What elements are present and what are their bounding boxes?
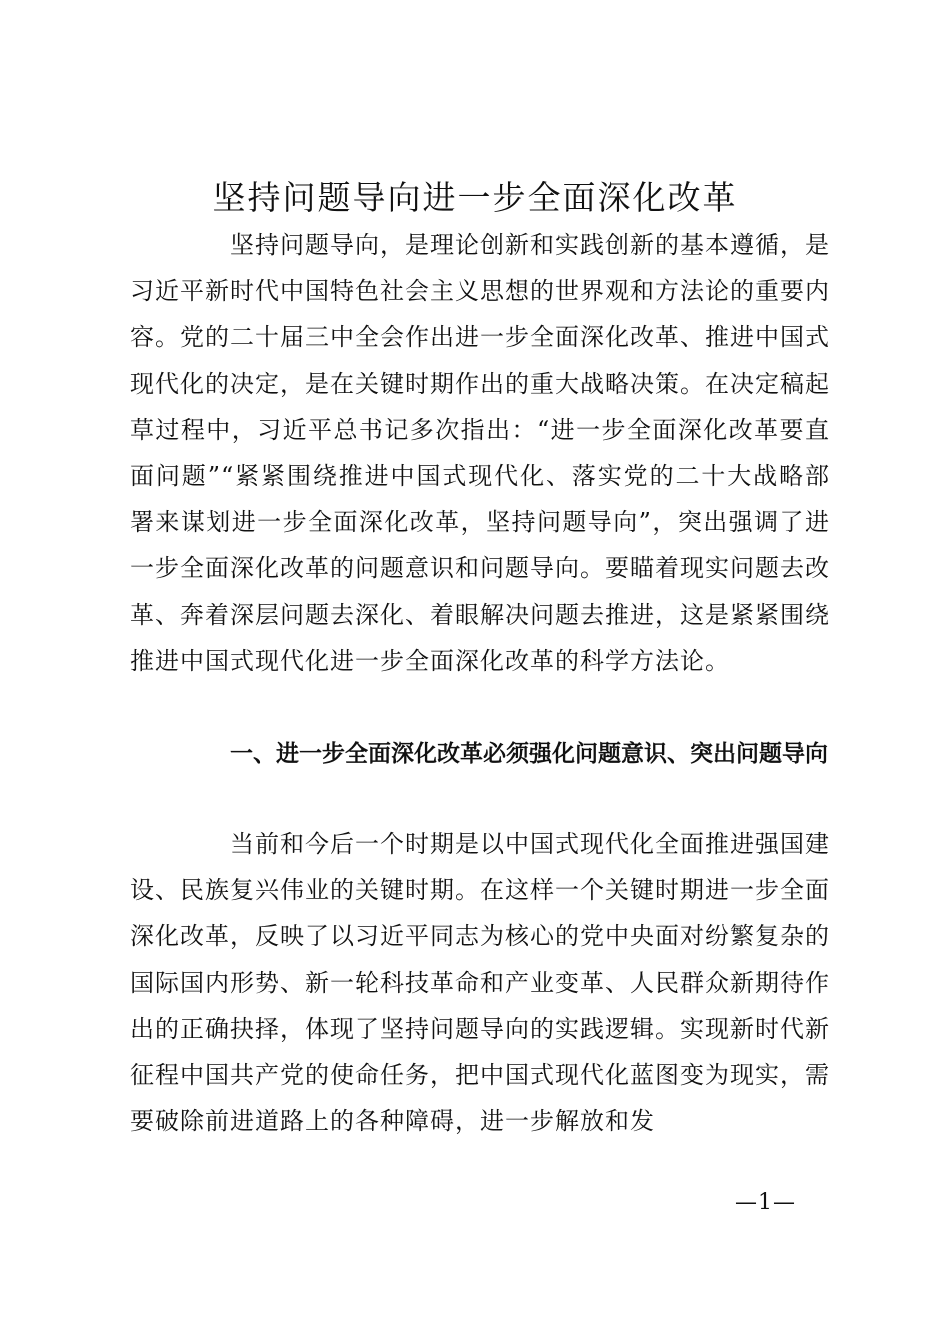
section-paragraph: 当前和今后一个时期是以中国式现代化全面推进强国建设、民族复兴伟业的关键时期。在这样一个关键时期进一步全面深化改革，反映了以习近平同志为核心的党中央面对纷繁复杂的国际国内形势、新一轮科技革命和产业变革、人民群众新期待作出的正确抉择，体现了坚持问题导向的实践逻辑。实现新时代新征程中国共产党的使命任务，把中国式现代化蓝图变为现实，需要破除前进道路上的各种障碍，进一步解放和发 — [130, 830, 830, 1136]
intro-paragraph: 坚持问题导向，是理论创新和实践创新的基本遵循，是习近平新时代中国特色社会主义思想的世界观和方法论的重要内容。党的二十届三中全会作出进一步全面深化改革、推进中国式现代化的决定，是在关键时期作出的重大战略决策。在决定稿起草过程中，习近平总书记多次指出：“进一步全面深化改革要直面问题”“紧紧围绕推进中国式现代化、落实党的二十大战略部署来谋划进一步全面深化改革，坚持问题导向”，突出强调了进一步全面深化改革的问题意识和问题导向。要瞄着现实问题去改革、奔着深层问题去深化、着眼解决问题去推进，这是紧紧围绕推进中国式现代化进一步全面深化改革的科学方法论。 — [130, 231, 830, 675]
page-number: —1— — [735, 1190, 796, 1215]
section-heading: 一、进一步全面深化改革必须强化问题意识、突出问题导向 — [230, 741, 828, 767]
document-title: 坚持问题导向进一步全面深化改革 — [212, 178, 738, 217]
